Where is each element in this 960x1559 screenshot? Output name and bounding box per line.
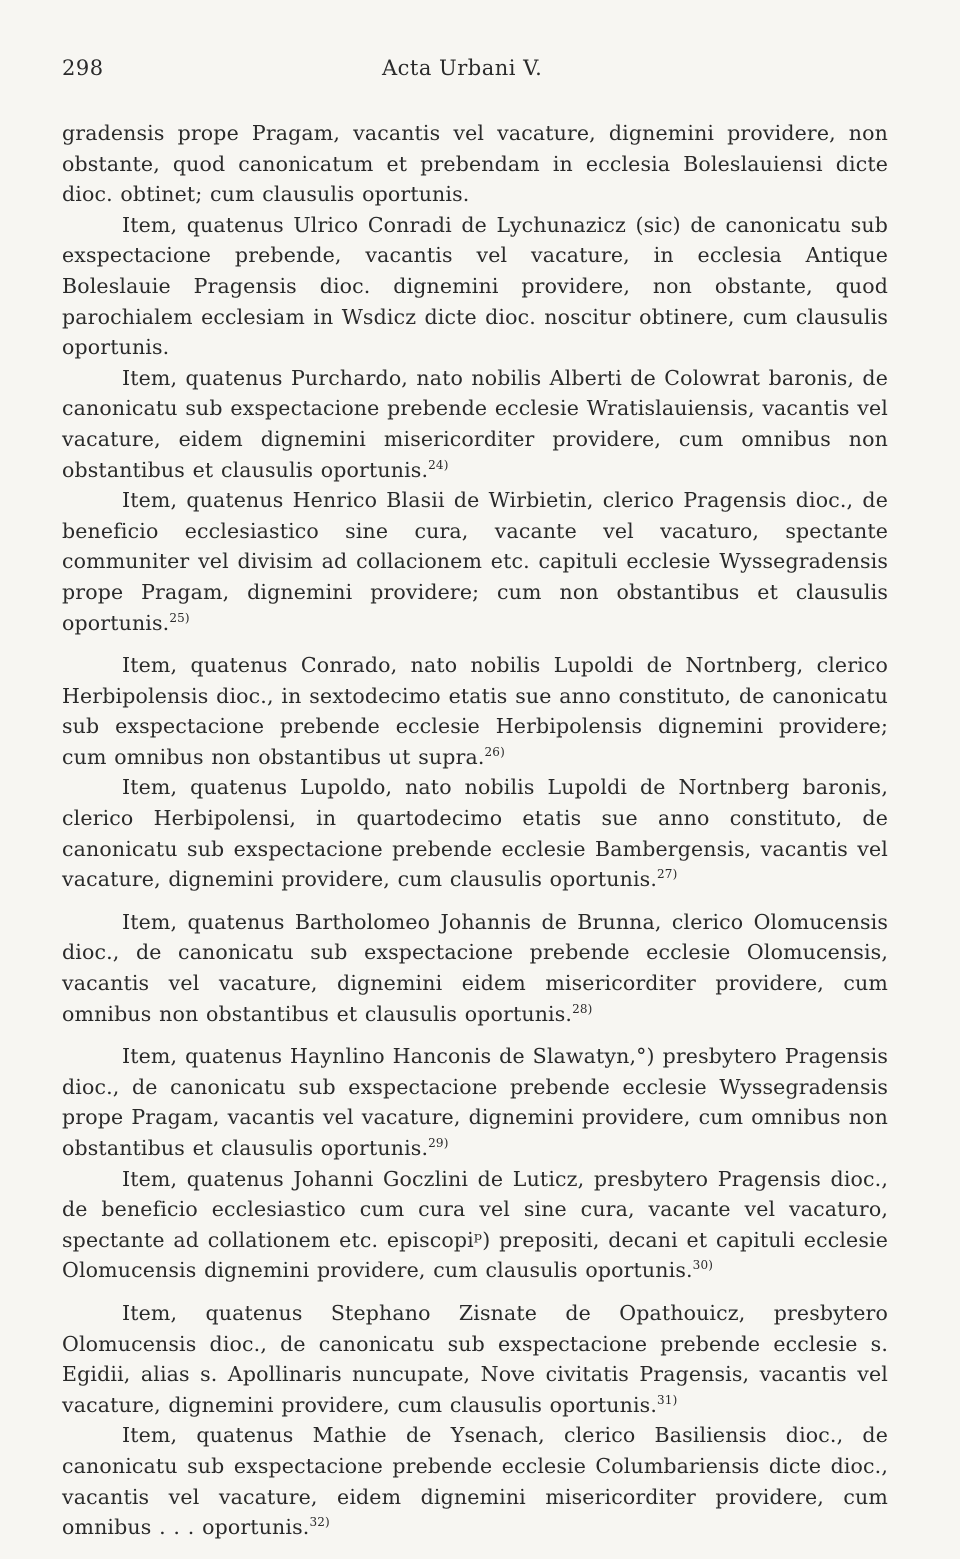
paragraph-entry: [62, 1041, 888, 1163]
footnote-ref: 31): [657, 1392, 678, 1407]
footnote-ref: 32): [309, 1515, 330, 1530]
paragraph-text: Item, quatenus Purchardo, nato nobilis Alberti de Colowrat baronis, de canonicatu sub exspectacione prebende ecclesie Wratislauiensis, vacantis vel vacature, eidem dignemini misericorditer providere, cum omnibus non obstantibus et clausulis oportunis.: [62, 365, 888, 482]
paragraph-entry: [62, 772, 888, 894]
footnote-ref: 29): [428, 1136, 449, 1151]
paragraph-entry: [62, 363, 888, 485]
footnote-ref: 26): [484, 745, 505, 760]
paragraph-entry: [62, 1420, 888, 1542]
page-body: [62, 118, 888, 1543]
footnote-ref: 25): [169, 610, 190, 625]
paragraph-text: Item, quatenus Johanni Goczlini de Luticz, presbytero Pragensis dioc., de beneficio ecclesiastico cum cura vel sine cura, vacante vel vacaturo, spectante ad collationem etc. episcopiᵖ) prepositi, decani et capituli ecclesie Olomucensis dignemini providere, cum clausulis oportunis.: [62, 1166, 888, 1283]
footnote-ref: 27): [657, 867, 678, 882]
paragraph-continuation: [62, 118, 888, 210]
paragraph-text: Item, quatenus Ulrico Conradi de Lychunazicz (sic) de canonicatu sub exspectacione prebende, vacantis vel vacature, in ecclesia Antique Boleslauie Pragensis dioc. dignemini providere, non obstante, quod parochialem ecclesiam in Wsdicz dicte dioc. noscitur obtinere, cum clausulis oportunis.: [62, 212, 888, 360]
paragraph-entry: [62, 485, 888, 638]
paragraph-entry: [62, 650, 888, 772]
footnote-ref: 30): [692, 1258, 714, 1273]
paragraph-text: Item, quatenus Bartholomeo Johannis de Brunna, clerico Olomucensis dioc., de canonicatu sub exspectacione prebende ecclesie Olomucensis, vacantis vel vacature, dignemini eidem misericorditer providere, cum omnibus non obstantibus et clausulis oportunis.: [62, 909, 888, 1026]
page-header: [62, 56, 888, 96]
paragraph-text: gradensis prope Pragam, vacantis vel vacature, dignemini providere, non obstante, quod canonicatum et prebendam in ecclesia Boleslauiensi dicte dioc. obtinet; cum clausulis oportunis.: [62, 121, 888, 207]
paragraph-text: Item, quatenus Henrico Blasii de Wirbietin, clerico Pragensis dioc., de beneficio ecclesiastico sine cura, vacante vel vacaturo, spectante communiter vel divisim ad collacionem etc. capituli ecclesie Wyssegradensis prope Pragam, dignemini providere; cum non obstantibus et clausulis oportunis.: [62, 488, 888, 635]
paragraph-entry: [62, 907, 888, 1029]
paragraph-text: Item, quatenus Haynlino Hanconis de Slawatyn,°) presbytero Pragensis dioc., de canonicatu sub exspectacione prebende ecclesie Wyssegradensis prope Pragam, vacantis vel vacature, dignemini providere, cum omnibus non obstantibus et clausulis oportunis.: [62, 1044, 888, 1160]
paragraph-text: Item, quatenus Conrado, nato nobilis Lupoldi de Nortnberg, clerico Herbipolensis dioc., in sextodecimo etatis sue anno constituto, de canonicatu sub exspectacione prebende ecclesie Herbipolensis dignemini providere; cum omnibus non obstantibus ut supra.: [62, 653, 888, 769]
paragraph-text: Item, quatenus Stephano Zisnate de Opathouicz, presbytero Olomucensis dioc., de canonicatu sub exspectacione prebende ecclesie s. Egidii, alias s. Apollinaris nuncupate, Nove civitatis Pragensis, vacantis vel vacature, dignemini providere, cum clausulis oportunis.: [62, 1300, 888, 1417]
paragraph-entry: [62, 210, 888, 363]
page-number: 298: [62, 56, 104, 80]
paragraph-entry: [62, 1164, 888, 1286]
footnote-ref: 28): [572, 1001, 593, 1016]
paragraph-entry: [62, 1298, 888, 1420]
footnote-ref: 24): [428, 457, 449, 472]
paragraph-text: Item, quatenus Mathie de Ysenach, clerico Basiliensis dioc., de canonicatu sub exspectacione prebende ecclesie Columbariensis dicte dioc., vacantis vel vacature, eidem dignemini misericorditer providere, cum omnibus . . . oportunis.: [62, 1423, 888, 1540]
running-head: Acta Urbani V.: [382, 56, 543, 80]
paragraph-text: Item, quatenus Lupoldo, nato nobilis Lupoldi de Nortnberg baronis, clerico Herbipolensi, in quartodecimo etatis sue anno constituto, de canonicatu sub exspectacione prebende ecclesie Bambergensis, vacantis vel vacature, dignemini providere, cum clausulis oportunis.: [62, 775, 888, 892]
